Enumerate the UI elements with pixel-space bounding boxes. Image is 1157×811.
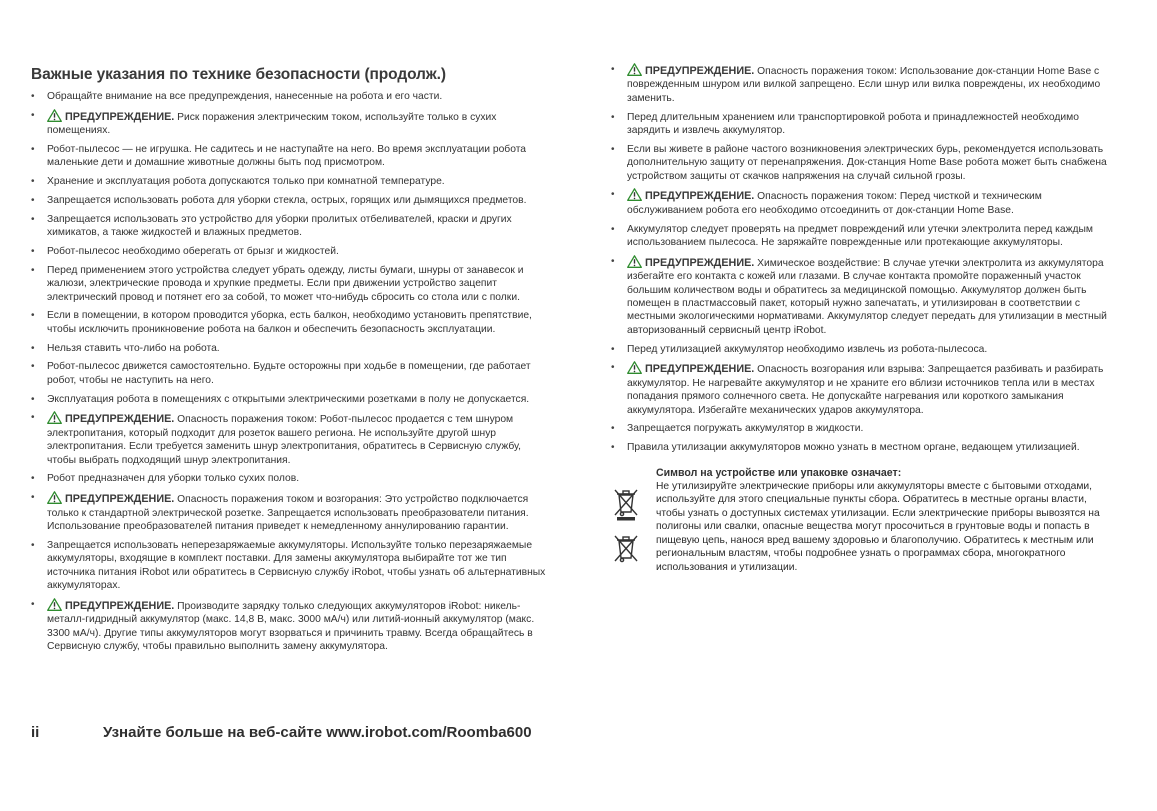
bullet-dot: • bbox=[31, 264, 35, 276]
bullet-dot: • bbox=[31, 361, 35, 373]
page-number: ii bbox=[31, 724, 40, 741]
bullet-item bbox=[611, 343, 1116, 356]
symbol-description: Не утилизируйте электрические приборы или аккумуляторы вместе с бытовыми отходами, используйте для этого специальные пункты сбора. Обратитесь в местные органы власти, чтобы узнать о доступных системах утилизации. Если электрические приборы вывозятся на полигоны или свалки, опасные вещества могут просочиться в грунтовые воды и попасть в пищевую цепь, нанося вред вашему здоровью и благополучию. Обратитесь к местным или региональным властям, чтобы подробнее узнать о программах сбора, многократного использования и утилизации. bbox=[656, 481, 1100, 573]
bullet-text: Аккумулятор следует проверять на предмет повреждений или утечки электролита перед каждым использованием пылесоса. Не заряжайте поврежденные или протекающие аккумуляторы. bbox=[627, 223, 1093, 249]
bullet-dot: • bbox=[31, 598, 35, 610]
warning-triangle-icon bbox=[627, 255, 642, 268]
warning-label: ПРЕДУПРЕЖДЕНИЕ. bbox=[645, 190, 755, 203]
bullet-text: Робот предназначен для уборки только сухих полов. bbox=[47, 473, 300, 485]
right-column bbox=[611, 63, 1116, 574]
bullet-text: Запрещается погружать аккумулятор в жидкости. bbox=[627, 423, 864, 435]
warning-triangle-icon bbox=[47, 411, 62, 424]
bullet-text: Запрещается использовать неперезаряжаемые аккумуляторы. Используйте только перезаряжаемые аккумуляторы, входящие в комплект поставки. Для замены аккумулятора выбирайте тот же тип источника питания iRobot или обратитесь в Сервисную службу iRobot, чтобы узнать об альтернативных аккумуляторах. bbox=[47, 539, 546, 592]
bullet-dot: • bbox=[611, 343, 615, 355]
bullet-item bbox=[611, 63, 1116, 105]
bullet-text: Производите зарядку только следующих аккумуляторов iRobot: никель-металл-гидридный аккумулятор (макс. 14,8 В, макс. 3000 мА/ч) или литий-ионный аккумулятор (макс. 3300 мА/ч). Другие типы аккумуляторов могут взорваться и причинить травму. Всегда обращайтесь в Сервисную службу, чтобы правильно выполнить замену аккумулятора. bbox=[47, 600, 535, 653]
warning-triangle-icon bbox=[47, 598, 62, 611]
crossed-bin-icon bbox=[613, 487, 639, 521]
bullet-item bbox=[31, 175, 551, 188]
disposal-symbol-section bbox=[611, 467, 1116, 574]
bullet-dot: • bbox=[31, 91, 35, 102]
bullet-text: Опасность поражения током и возгорания: Это устройство подключается только к стандартной электрической розетке. Запрещается использовать преобразователи питания. Использование преобразователей питания приведет к немедленному аннулированию гарантии. bbox=[47, 494, 529, 533]
bullet-text: Опасность поражения током: Робот-пылесос продается с тем шнуром электропитания, который подходит для розеток вашего региона. Не используйте другой шнур электропитания. Если требуется заменить шнур электропитания, обратитесь в Сервисную службу, чтобы выбрать подходящий шнур электропитания. bbox=[47, 414, 522, 466]
bullet-text: Робот-пылесос необходимо оберегать от брызг и жидкостей. bbox=[47, 246, 339, 257]
bullet-dot: • bbox=[31, 195, 35, 206]
bullet-dot: • bbox=[611, 423, 615, 435]
bullet-text: Опасность поражения током: Использование док-станции Home Base с поврежденным шнуром или вилкой запрещено. Если шнур или вилка повреждены, их необходимо заменить. bbox=[627, 66, 1101, 104]
bullet-dot: • bbox=[611, 442, 615, 454]
bullet-dot: • bbox=[611, 143, 615, 155]
crossed-bin-battery-icon bbox=[613, 533, 639, 567]
bullet-item bbox=[31, 491, 551, 533]
warning-triangle-icon bbox=[47, 491, 62, 504]
warning-label: ПРЕДУПРЕЖДЕНИЕ. bbox=[645, 256, 755, 269]
warning-label: ПРЕДУПРЕЖДЕНИЕ. bbox=[645, 363, 755, 376]
bullet-dot: • bbox=[611, 223, 615, 235]
bullet-item bbox=[31, 245, 551, 258]
bullet-text: Если вы живете в районе частого возникновения электрических бурь, рекомендуется использовать дополнительную защиту от перенапряжения. Док-станция Home Base робота может быть снабжена устройством защиты от скачков напряжения на случай сильной грозы. bbox=[627, 143, 1107, 182]
warning-label: ПРЕДУПРЕЖДЕНИЕ. bbox=[65, 493, 175, 506]
bullet-item bbox=[31, 472, 551, 485]
bullet-item bbox=[31, 393, 551, 406]
bullet-dot: • bbox=[31, 473, 35, 485]
footer-website-text: Узнайте больше на веб-сайте www.irobot.com/Roomba600 bbox=[103, 724, 532, 741]
bullet-text: Обращайте внимание на все предупреждения, нанесенные на робота и его части. bbox=[47, 91, 443, 102]
bullet-text: Химическое воздействие: В случае утечки электролита из аккумулятора избегайте его контакта с кожей или глазами. В случае контакта промойте пораженный участок большим количеством воды и обратитесь за медицинской помощью. Аккумулятор должен быть помещен в пластмассовый пакет, который нужно запечатать, и утилизирован в соответствии с местными экологическими нормативами. Аккумулятор следует передать для утилизации в местный авторизованный сервисный центр iRobot. bbox=[627, 257, 1107, 336]
bullet-text: Перед длительным хранением или транспортировкой робота и принадлежностей необходимо зарядить и извлечь аккумулятор. bbox=[627, 111, 1079, 137]
bullet-text: Робот-пылесос — не игрушка. Не садитесь и не наступайте на него. Во время эксплуатации робота маленькие дети и домашние животные должны быть под присмотром. bbox=[47, 144, 527, 169]
bullet-dot: • bbox=[31, 342, 35, 354]
bullet-text: Перед утилизацией аккумулятор необходимо извлечь из робота-пылесоса. bbox=[627, 343, 988, 355]
bullet-dot: • bbox=[611, 64, 615, 75]
bullet-item bbox=[31, 411, 551, 467]
bullet-text: Опасность поражения током: Перед чисткой и техническим обслуживанием робота его необходимо отсоединить от док-станции Home Base. bbox=[627, 191, 1042, 216]
warning-label: ПРЕДУПРЕЖДЕНИЕ. bbox=[645, 65, 755, 77]
bullet-item bbox=[611, 188, 1116, 217]
right-bullet-list bbox=[611, 63, 1116, 455]
bullet-dot: • bbox=[611, 255, 615, 267]
bullet-text: Правила утилизации аккумуляторов можно узнать в местном органе, ведающем утилизацией. bbox=[627, 442, 1080, 454]
bullet-dot: • bbox=[31, 176, 35, 188]
warning-label: ПРЕДУПРЕЖДЕНИЕ. bbox=[65, 599, 175, 612]
bullet-item bbox=[611, 255, 1116, 337]
symbol-heading: Символ на устройстве или упаковке означает: bbox=[656, 466, 902, 479]
bullet-dot: • bbox=[611, 362, 615, 374]
bullet-text: Нельзя ставить что-либо на робота. bbox=[47, 342, 220, 354]
bullet-item bbox=[611, 361, 1116, 417]
bullet-item bbox=[31, 109, 551, 138]
bullet-dot: • bbox=[31, 246, 35, 257]
disposal-text-block bbox=[656, 467, 1116, 574]
bullet-text: Запрещается использовать робота для уборки стекла, острых, горящих или дымящихся предметов. bbox=[47, 195, 527, 206]
bullet-item bbox=[31, 90, 551, 103]
bullet-item bbox=[611, 223, 1116, 250]
bullet-text: Если в помещении, в котором проводится уборка, есть балкон, необходимо установить препятствие, чтобы исключить проникновение робота на балкон и обеспечить безопасность эксплуатации. bbox=[47, 310, 532, 335]
section-title: Важные указания по технике безопасности (продолж.) bbox=[31, 66, 446, 83]
warning-triangle-icon bbox=[627, 63, 642, 76]
bullet-item bbox=[31, 598, 551, 654]
bullet-dot: • bbox=[31, 539, 35, 551]
bullet-item bbox=[31, 309, 551, 336]
bullet-dot: • bbox=[31, 144, 35, 155]
bullet-text: Хранение и эксплуатация робота допускаются только при комнатной температуре. bbox=[47, 176, 445, 188]
bullet-item bbox=[31, 143, 551, 170]
left-column bbox=[31, 66, 551, 659]
bullet-dot: • bbox=[611, 189, 615, 201]
bullet-item bbox=[31, 264, 551, 304]
bullet-item bbox=[611, 143, 1116, 183]
bullet-item bbox=[31, 539, 551, 593]
warning-label: ПРЕДУПРЕЖДЕНИЕ. bbox=[65, 413, 175, 426]
warning-label: ПРЕДУПРЕЖДЕНИЕ. bbox=[65, 110, 175, 123]
warning-triangle-icon bbox=[627, 188, 642, 201]
bullet-text: Эксплуатация робота в помещениях с открытыми электрическими розетками в полу не допускается. bbox=[47, 393, 530, 405]
bullet-dot: • bbox=[611, 111, 615, 123]
bullet-item bbox=[31, 342, 551, 355]
bullet-dot: • bbox=[31, 213, 35, 225]
page-footer bbox=[31, 724, 591, 746]
bullet-item bbox=[31, 360, 551, 387]
bullet-dot: • bbox=[31, 412, 35, 424]
bullet-dot: • bbox=[31, 109, 35, 121]
bullet-item bbox=[611, 111, 1116, 138]
bullet-item bbox=[611, 441, 1116, 454]
warning-triangle-icon bbox=[47, 109, 62, 122]
bullet-text: Перед применением этого устройства следует убрать одежду, листы бумаги, шнуры от занавесок и жалюзи, электрические провода и хрупкие предметы. Если при движении устройство зацепит электрический провод и потянет его за собой, то может что-нибудь сбросить со стола или с полки. bbox=[47, 264, 524, 303]
bullet-text: Робот-пылесос движется самостоятельно. Будьте осторожны при ходьбе в помещении, где работает робот, чтобы не наступить на него. bbox=[47, 361, 531, 386]
bullet-text: Запрещается использовать это устройство для уборки пролитых отбеливателей, краски и других химикатов, а также жидкостей и влажных предметов. bbox=[47, 213, 512, 239]
warning-triangle-icon bbox=[627, 361, 642, 374]
bullet-dot: • bbox=[31, 310, 35, 322]
bullet-dot: • bbox=[31, 393, 35, 405]
bullet-item bbox=[31, 213, 551, 240]
bullet-dot: • bbox=[31, 492, 35, 504]
left-bullet-list bbox=[31, 90, 551, 653]
bullet-text: Опасность возгорания или взрыва: Запрещается разбивать и разбирать аккумулятор. Не нагревайте аккумулятор и не храните его вблизи источников тепла или в местах попадания прямого солнечного света. Не допускайте нагревания или короткого замыкания аккумулятора. Избегайте механических ударов аккумулятора. bbox=[627, 364, 1104, 416]
bullet-item bbox=[31, 194, 551, 207]
bullet-item bbox=[611, 422, 1116, 435]
bullet-text: Риск поражения электрическим током, используйте только в сухих помещениях. bbox=[47, 111, 497, 137]
